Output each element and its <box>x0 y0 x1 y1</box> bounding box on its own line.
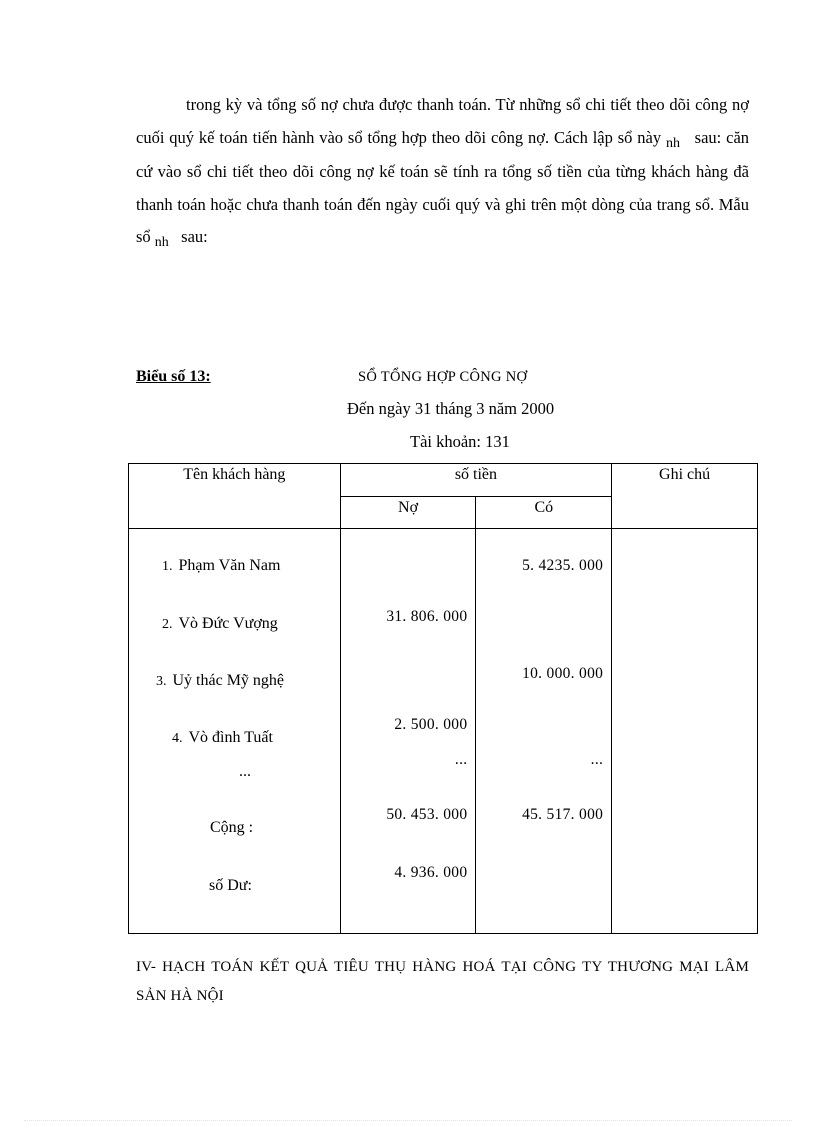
page-bottom-rule <box>24 1120 792 1121</box>
customer-row-1 <box>162 557 280 575</box>
section-heading: IV- HẠCH TOÁN KẾT QUẢ TIÊU THỤ HÀNG HOÁ TẠI CÔNG TY THƯƠNG MẠI LÂM SẢN HÀ NỘI <box>136 959 749 1004</box>
customer-row-4 <box>172 729 273 747</box>
row-number: 2. <box>162 617 173 632</box>
customer-row-2 <box>162 615 278 633</box>
header-credit: Có <box>476 497 612 529</box>
paragraph-fragment-1: nh <box>666 135 681 151</box>
credit-column <box>476 529 612 934</box>
balance-label: số Dư: <box>209 877 252 894</box>
customer-name: Vò Đức Vượng <box>178 615 278 632</box>
paragraph-part-2: sau: căn cứ vào sổ chi tiết theo dõi công nợ kế toán sẽ tính ra tổng số tiền của từng khách hàng đã thanh toán hoặc chưa thanh toán đến ngày cuối quý và ghi trên một dòng của trang sổ. Mẫu sổ <box>136 127 750 246</box>
header-debit: Nợ <box>340 497 476 529</box>
debit-total: 50. 453. 000 <box>386 806 468 823</box>
header-amount: số tiền <box>340 464 612 497</box>
customer-column <box>129 529 341 934</box>
paragraph-fragment-2: nh <box>154 235 169 250</box>
ledger-title: SỔ TỔNG HỢP CÔNG NỢ <box>358 369 528 385</box>
header-customer: Tên khách hàng <box>129 464 341 529</box>
form-label: Biểu số 13: <box>136 368 211 385</box>
debit-column <box>340 529 476 934</box>
ledger-date: Đến ngày 31 tháng 3 năm 2000 <box>347 399 555 418</box>
credit-ellipsis: ... <box>590 751 604 768</box>
row-number: 3. <box>156 674 167 689</box>
note-column <box>612 529 758 934</box>
ledger-account: Tài khoản: 131 <box>410 432 510 451</box>
customer-row-3 <box>156 672 284 690</box>
paragraph-part-1: trong kỳ và tổng số nợ chưa được thanh toán. Từ những sổ chi tiết theo dõi công nợ cuối quý kế toán tiến hành vào sổ tổng hợp theo dõi công nợ. Cách lập sổ này <box>136 95 749 147</box>
debit-ellipsis: ... <box>454 751 468 768</box>
customer-name: Uỷ thác Mỹ nghệ <box>172 672 285 689</box>
debit-row-4: 2. 500. 000 <box>394 716 468 733</box>
customer-ellipsis: ... <box>239 763 251 780</box>
debit-row-2: 31. 806. 000 <box>386 608 468 625</box>
paragraph-part-3: sau: <box>181 227 208 246</box>
ledger-table <box>128 463 758 934</box>
credit-row-1: 5. 4235. 000 <box>522 557 604 574</box>
body-paragraph <box>136 89 749 256</box>
customer-name: Vò đình Tuất <box>188 729 273 746</box>
row-number: 4. <box>172 731 183 746</box>
debit-balance: 4. 936. 000 <box>394 864 468 881</box>
row-number: 1. <box>162 559 173 574</box>
credit-total: 45. 517. 000 <box>522 806 604 823</box>
header-note: Ghi chú <box>612 464 758 529</box>
customer-name: Phạm Văn Nam <box>178 557 281 574</box>
credit-row-3: 10. 000. 000 <box>522 665 604 682</box>
total-label: Cộng : <box>210 819 254 836</box>
